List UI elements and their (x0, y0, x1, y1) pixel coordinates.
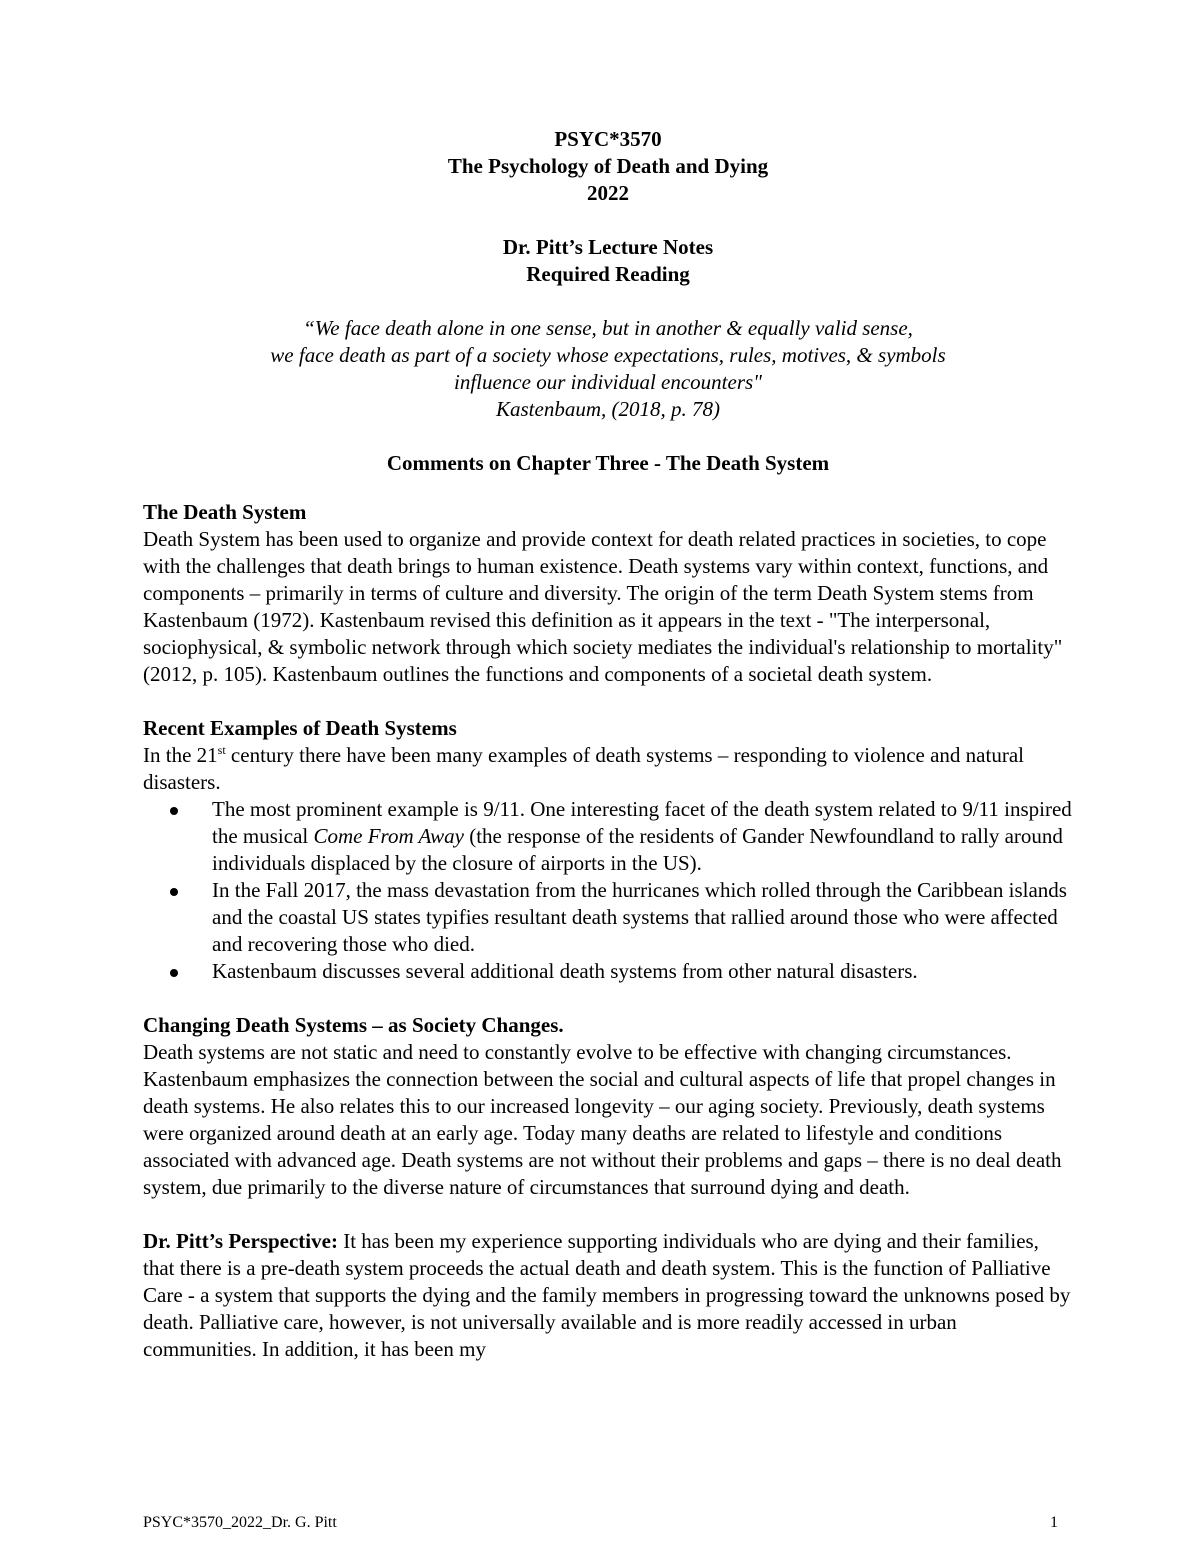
list-item (143, 958, 1073, 985)
document-header (143, 126, 1073, 288)
section-recent-examples (143, 715, 1073, 985)
page-content (143, 126, 1073, 1363)
quote-line-3: influence our individual encounters" (453, 370, 762, 394)
quote-line-1: “We face death alone in one sense, but in another & equally valid sense, (303, 316, 913, 340)
intro-prefix: In the 21 (143, 743, 218, 767)
section-heading: The Death System (143, 500, 307, 524)
bullet-icon (170, 969, 178, 977)
perspective-paragraph (143, 1228, 1073, 1363)
chapter-title: Comments on Chapter Three - The Death System (386, 451, 830, 475)
section-heading: Recent Examples of Death Systems (143, 716, 457, 740)
section-death-system (143, 499, 1073, 688)
reading-label: Required Reading (526, 262, 690, 286)
section-intro (143, 742, 1073, 796)
course-title: The Psychology of Death and Dying (447, 154, 769, 178)
perspective-body: It has been my experience supporting individuals who are dying and their families, that there is a pre-death system proceeds the actual death and death system. This is the function of Palliative Care - a system that supports the dying and the family members in progressing toward the unknowns posed by death. Palliative care, however, is not universally available and is more readily accessed in urban communities. In addition, it has been my (143, 1229, 1071, 1361)
examples-list (143, 796, 1073, 985)
section-perspective (143, 1228, 1073, 1363)
bullet-icon (170, 807, 178, 815)
page-number: 1 (1050, 1514, 1058, 1531)
course-code: PSYC*3570 (554, 127, 662, 151)
bullet-text-prefix: The most prominent example is 9/11. One interesting facet of the death system related to 9/11 inspired the musical (212, 797, 1072, 848)
ordinal-suffix: st (217, 743, 226, 757)
quote-line-2: we face death as part of a society whose expectations, rules, motives, & symbols (270, 343, 946, 367)
section-body: Death systems are not static and need to constantly evolve to be effective with changing circumstances. Kastenbaum emphasizes the connection between the social and cultural aspects of life that propel changes in death systems. He also relates this to our increased longevity – our aging society. Previously, death systems were organized around death at an early age. Today many deaths are related to lifestyle and conditions associated with advanced age. Death systems are not without their problems and gaps – there is no deal death system, due primarily to the diverse nature of circumstances that surround dying and death. (143, 1040, 1062, 1199)
epigraph-quote (143, 315, 1073, 423)
list-item (143, 877, 1073, 958)
quote-citation: Kastenbaum, (2018, p. 78) (496, 397, 720, 421)
section-body: Death System has been used to organize and provide context for death related practices in societies, to cope with the challenges that death brings to human existence. Death systems vary within context, functions, and components – primarily in terms of culture and diversity. The origin of the term Death System stems from Kastenbaum (1972). Kastenbaum revised this definition as it appears in the text - "The interpersonal, sociophysical, & symbolic network through which society mediates the individual's relationship to mortality" (2012, p. 105). Kastenbaum outlines the functions and components of a societal death system. (143, 527, 1063, 686)
intro-suffix: century there have been many examples of death systems – responding to violence and natural disasters. (143, 743, 1024, 794)
notes-title: Dr. Pitt’s Lecture Notes (502, 235, 714, 259)
musical-title: Come From Away (313, 824, 464, 848)
perspective-label: Dr. Pitt’s Perspective: (143, 1229, 338, 1253)
section-changing-death-systems (143, 1012, 1073, 1201)
bullet-text-suffix: (the response of the residents of Gander Newfoundland to rally around individuals displaced by the closure of airports in the US). (212, 824, 1063, 875)
section-heading: Changing Death Systems – as Society Changes. (143, 1013, 564, 1037)
footer-label: PSYC*3570_2022_Dr. G. Pitt (143, 1514, 337, 1531)
bullet-icon (170, 888, 178, 896)
list-item (143, 796, 1073, 877)
course-year: 2022 (587, 181, 629, 205)
bullet-text: Kastenbaum discusses several additional death systems from other natural disasters. (212, 959, 918, 983)
bullet-text: In the Fall 2017, the mass devastation from the hurricanes which rolled through the Caribbean islands and the coastal US states typifies resultant death systems that rallied around those who were affected and recovering those who died. (212, 878, 1067, 956)
